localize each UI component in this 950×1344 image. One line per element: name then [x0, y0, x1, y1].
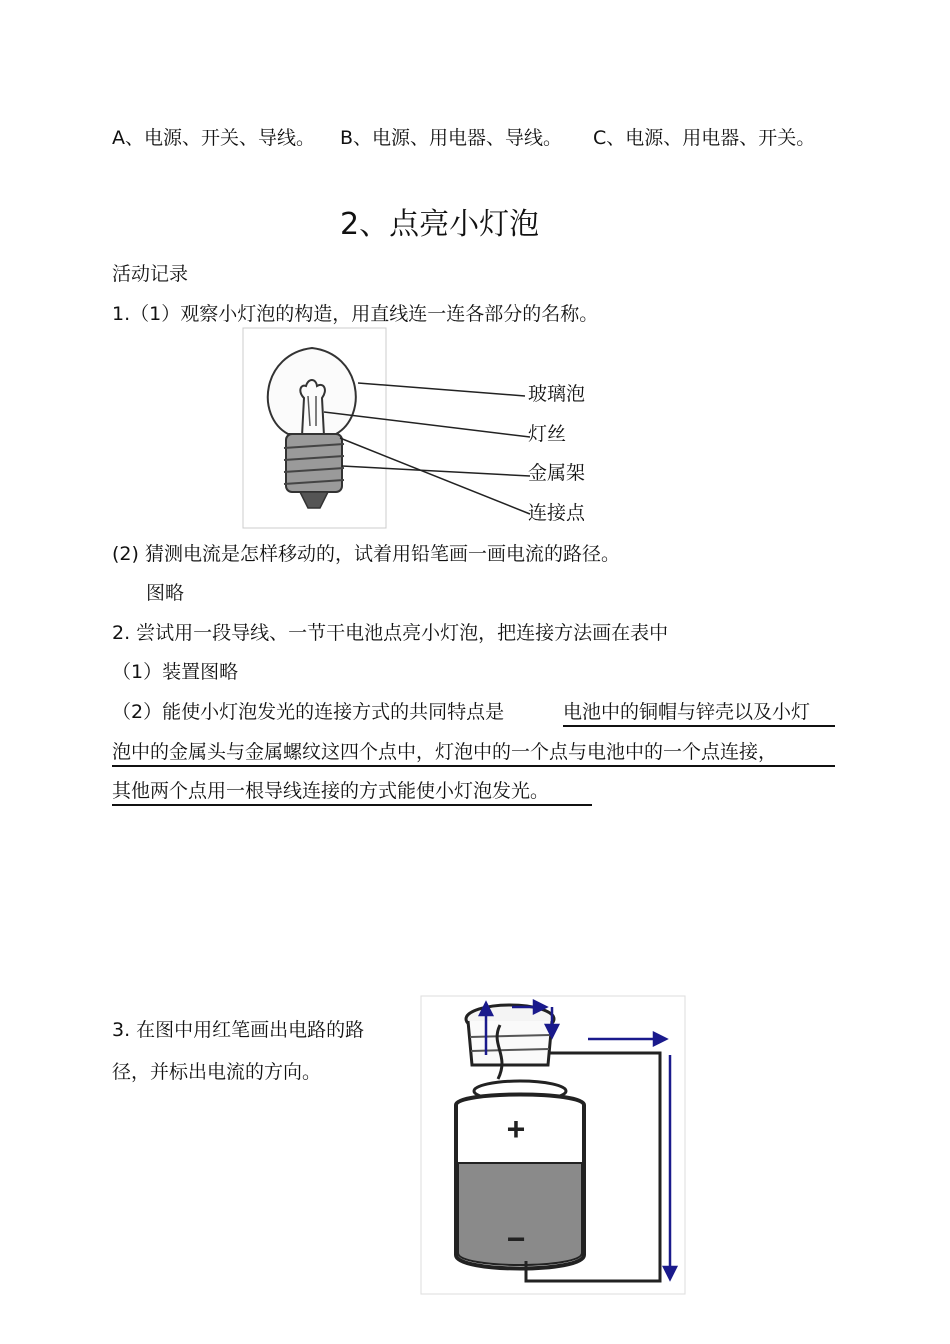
q2-answer-line2: 泡中的金属头与金属螺纹这四个点中，灯泡中的一个点与电池中的一个点连接， [112, 739, 835, 767]
q1-prompt: 1.（1）观察小灯泡的构造，用直线连一连各部分的名称。 [112, 303, 599, 325]
label-filament: 灯丝 [528, 423, 567, 445]
q3-line1: 3. 在图中用红笔画出电路的路 [112, 1019, 365, 1041]
q2-part1: （1）装置图略 [112, 661, 239, 683]
section-label: 活动记录 [112, 263, 189, 285]
option-b: B、电源、用电器、导线。 [340, 127, 563, 149]
q2-part2-prefix: （2）能使小灯泡发光的连接方式的共同特点是 [112, 701, 505, 723]
battery-plus-sign: + [506, 1111, 526, 1147]
q3-line2: 径，并标出电流的方向。 [112, 1061, 322, 1083]
option-a: A、电源、开关、导线。 [112, 127, 315, 149]
option-c: C、电源、用电器、开关。 [593, 127, 816, 149]
q1-part2-answer: 图略 [146, 582, 185, 604]
q2-prompt: 2. 尝试用一段导线、一节干电池点亮小灯泡，把连接方法画在表中 [112, 622, 669, 644]
q1-part2: (2) 猜测电流是怎样移动的，试着用铅笔画一画电流的路径。 [112, 543, 620, 565]
label-glass-bulb: 玻璃泡 [528, 383, 586, 405]
q2-answer-line3: 其他两个点用一根导线连接的方式能使小灯泡发光。 [112, 778, 592, 806]
label-contact-point: 连接点 [528, 502, 586, 524]
label-metal-frame: 金属架 [528, 462, 586, 484]
q2-answer-line1: 电池中的铜帽与锌壳以及小灯 [563, 699, 835, 727]
circuit-figure [420, 995, 690, 1295]
page-title: 2、点亮小灯泡 [340, 207, 540, 242]
battery-minus-sign: − [506, 1221, 526, 1257]
